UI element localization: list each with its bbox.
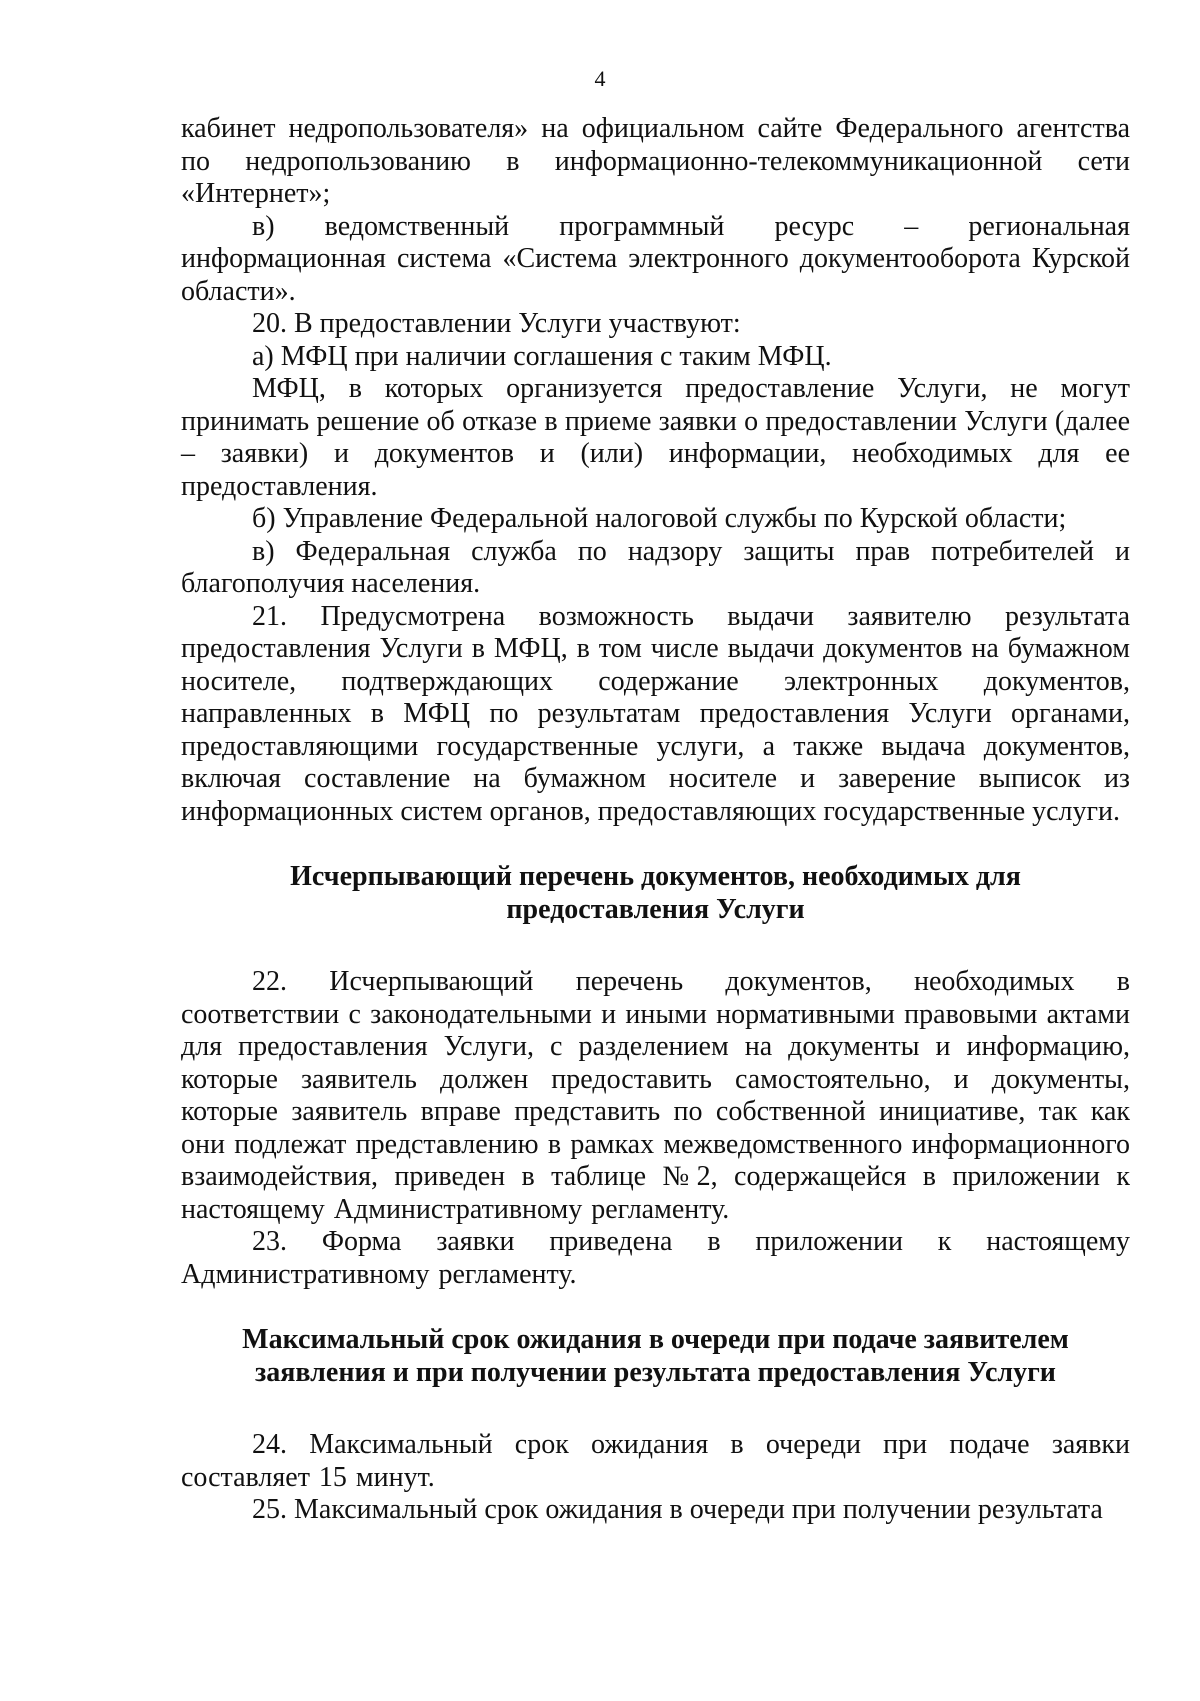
document-body [181,113,1130,1527]
page-number: 4 [594,66,606,91]
paragraph-20-participants: 20. В предоставлении Услуги участвуют: [252,308,741,339]
spacer [181,828,1130,861]
paragraph-mfc-refusal: МФЦ, в которых организуется предоставление Услуги, не могут принимать решение об отказе в приеме заявки о предоставлении Услуги (далее – заявки) и документов и (или) информации, необходимых для ее предоставления. [181,373,1130,502]
spacer [181,926,1130,966]
paragraph-item-v-resource: в) ведомственный программный ресурс – региональная информационная система «Система электронного документооборота Курской области». [181,210,1130,307]
section-heading-line: Максимальный срок ожидания в очереди при подаче заявителем [242,1324,1069,1355]
paragraph-22-documents-list: 22. Исчерпывающий перечень документов, необходимых в соответствии с законодательными и иными нормативными правовыми актами для предоставления Услуги, с разделением на документы и информацию, которые заявитель должен предоставить самостоятельно, и документы, которые заявитель вправе представить по собственной инициативе, так как они подлежат представлению в рамках межведомственного информационного взаимодействия, приведен в таблице №2, содержащейся в приложении к настоящему Административному регламенту. [181,966,1130,1225]
paragraph-24-waiting-submit: 24. Максимальный срок ожидания в очереди при подаче заявки составляет 15 минут. [181,1429,1130,1493]
paragraph-21-result-issuance: 21. Предусмотрена возможность выдачи заявителю результата предоставления Услуги в МФЦ, в том числе выдачи документов на бумажном носителе, подтверждающих содержание электронных документов, направленных в МФЦ по результатам предоставления Услуги органами, предоставляющими государственные услуги, а также выдача документов, включая составление на бумажном носителе и заверение выписок из информационных систем органов, предоставляющих государственные услуги. [181,600,1130,827]
spacer [181,1291,1130,1324]
paragraph-item-b-tax-service: б) Управление Федеральной налоговой службы по Курской области; [252,503,1067,534]
spacer [181,1389,1130,1429]
section-heading-waiting-time [181,1324,1130,1389]
section-heading-line: предоставления Услуги [506,893,805,925]
paragraph-23-application-form: 23. Форма заявки приведена в приложении к настоящему Административному регламенту. [181,1226,1130,1290]
paragraph-item-v-consumer-service: в) Федеральная служба по надзору защиты прав потребителей и благополучия населения. [181,535,1130,599]
section-heading-line: Исчерпывающий перечень документов, необходимых для [290,861,1021,892]
paragraph-25-waiting-result: 25. Максимальный срок ожидания в очереди при получении результата [252,1494,1103,1525]
paragraph-item-a-mfc: а) МФЦ при наличии соглашения с таким МФЦ. [252,340,832,372]
section-heading-documents-list [181,861,1130,926]
section-heading-line: заявления и при получении результата предоставления Услуги [255,1356,1056,1388]
paragraph-continuation-cabinet: кабинет недропользователя» на официальном сайте Федерального агентства по недропользованию в информационно-телекоммуникационной сети «Интернет»; [181,113,1130,209]
